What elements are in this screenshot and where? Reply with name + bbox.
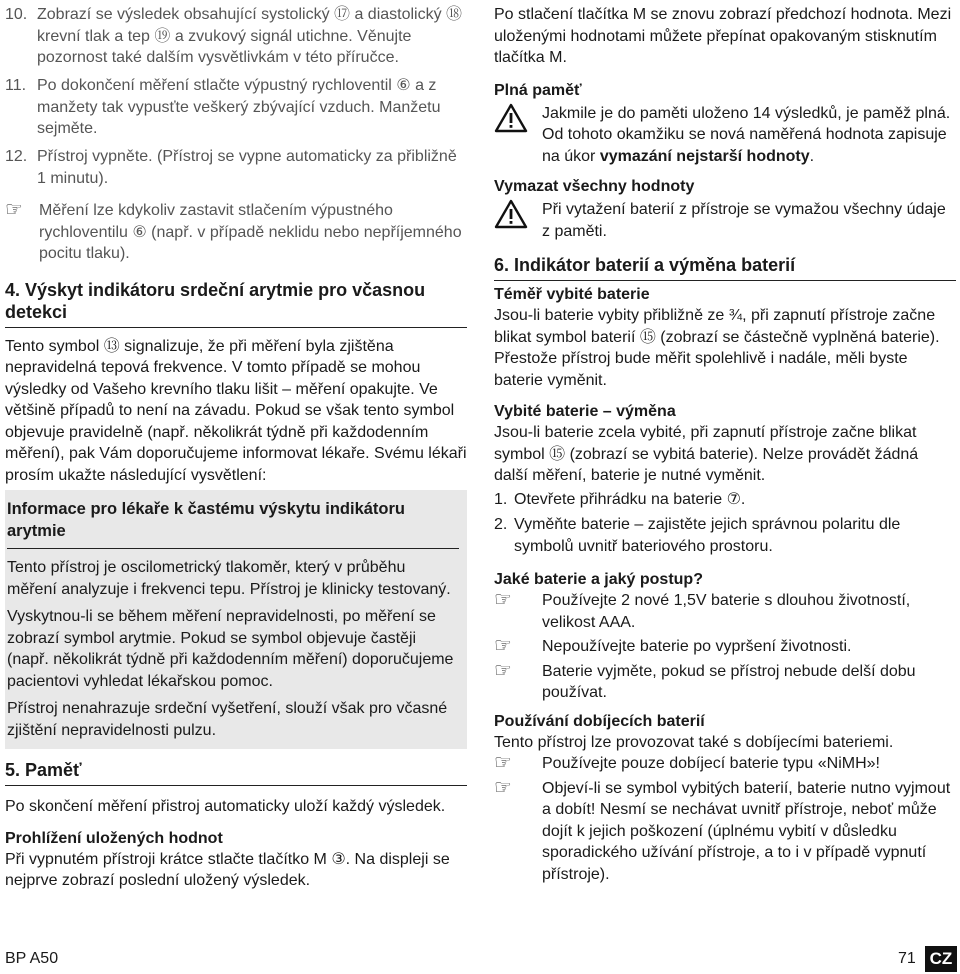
- box-paragraph-3: Přístroj nenahrazuje srdeční vyšetření, slouží však pro včasné zjištění nepravidelnosti pulzu.: [7, 700, 448, 739]
- note-text: Objeví-li se symbol vybitých baterií, baterie nutno vyjmout a dobít! Nesmí se nechávat uvnitř přístroje, neboť může dojít k jejich poškození (úplnému vybití v důsledku sporadického užívání přístroje, a to i v případě vypnutí přístroje).: [542, 779, 951, 883]
- step-number: 12.: [5, 148, 28, 165]
- pointing-hand-icon: ☞: [494, 589, 512, 611]
- note-stop-measurement: [5, 200, 467, 265]
- section-divider: [494, 280, 956, 281]
- step-text: Po dokončení měření stlačte výpustný rychloventil ⑥ a z manžety tak vypusťte veškerý zbývající vzduch. Manžetu sejměte.: [37, 77, 441, 137]
- section-divider: [5, 785, 467, 786]
- footer-page-number: 71: [898, 950, 916, 967]
- delete-all-warning: [494, 199, 956, 242]
- section-6-title: 6. Indikátor baterií a výměna baterií: [494, 255, 796, 275]
- left-column: [5, 4, 467, 892]
- empty-battery-title: Vybité baterie – výměna: [494, 403, 676, 420]
- warning-text: Při vytažení baterií z přístroje se vymažou všechny údaje z paměti.: [542, 201, 946, 240]
- battery-note-1: [494, 590, 956, 633]
- warning-icon: [494, 199, 542, 242]
- doctor-info-box: [5, 490, 467, 749]
- step-11: [5, 75, 467, 139]
- full-memory-title: Plná paměť: [494, 81, 582, 99]
- note-text: Používejte pouze dobíjecí baterie typu «NiMH»!: [542, 755, 880, 772]
- language-badge: CZ: [925, 946, 957, 972]
- right-column: [494, 4, 956, 885]
- full-memory-warning: [494, 103, 956, 168]
- warning-text-part: Jakmile je do paměti uloženo 14 výsledků, je paměž plná. Od tohoto okamžiku se nová naměřená hodnota zapisuje na úkor: [542, 104, 951, 165]
- which-batteries-title: Jaké baterie a jaký postup?: [494, 571, 703, 588]
- section-5-body: Po skončení měření přistroj automaticky uloží každý výsledek.: [5, 798, 446, 815]
- step-number: 1.: [494, 490, 508, 508]
- pointing-hand-icon: ☞: [5, 199, 23, 221]
- memory-intro: Po stlačení tlačítka M se znovu zobrazí předchozí hodnota. Mezi uloženými hodnotami můžete přepínat opakovaným stisknutím tlačítka M.: [494, 6, 952, 66]
- note-text: Používejte 2 nové 1,5V baterie s dlouhou životností, velikost AAA.: [542, 592, 911, 631]
- pointing-hand-icon: ☞: [494, 752, 512, 774]
- pointing-hand-icon: ☞: [494, 659, 512, 682]
- box-paragraph-2: Vyskytnou-li se během měření nepravidelnosti, po měření se zobrazí symbol arytmie. Pokud se symbol objevuje častěji (např. několikrát týdně při každodenním měření) doporučujeme pacientovi vyhledat lékařskou pomoc.: [7, 608, 454, 690]
- step-12: [5, 146, 467, 189]
- battery-note-2: [494, 636, 956, 658]
- section-4-title: 4. Výskyt indikátoru srdeční arytmie pro včasnou detekci: [5, 279, 426, 322]
- step-text: Přístroj vypněte. (Přístroj se vypne automaticky za přibližně 1 minutu).: [37, 148, 457, 187]
- step-10: [5, 4, 467, 68]
- low-battery-body: Jsou-li baterie vybity přibližně ze ¾, při zapnutí přístroje začne blikat symbol baterií ⑮ (zobrazí se částečně vyplněná baterie). Přestože přístroj bude měřit spolehlivě i nadále, měli byste baterie vyměnit.: [494, 307, 940, 389]
- note-text: Měření lze kdykoliv zastavit stlačením výpustného rychloventilu ⑥ (např. v případě neklidu nebo nepříjemného pocitu tlaku).: [39, 202, 462, 262]
- rechargeable-note-1: [494, 753, 956, 775]
- step-number: 2.: [494, 516, 508, 533]
- section-4-body: Tento symbol ⑬ signalizuje, že při měření byla zjištěna nepravidelná tepová frekvence. V tomto případě se mohou výsledky od Vašeho krevního tlaku lišit – měření opakujte. Ve většině případů to není na závadu. Pokud se však tento symbol objevuje pravidelně (např. několikrát týdně při každodenním měření), pak Vám doporučujeme informovat lékaře. Svému lékaři prosím ukažte následující vysvětlení:: [5, 337, 467, 484]
- section-5-title: 5. Paměť: [5, 760, 82, 780]
- step-text: Zobrazí se výsledek obsahující systolický ⑰ a diastolický ⑱ krevní tlak a tep ⑲ a zvukový signál utichne. Věnujte pozornost také dalším vysvětlivkám v této příručce.: [37, 6, 463, 66]
- step-number: 10.: [5, 6, 28, 23]
- note-text: Nepoužívejte baterie po vypršení životnosti.: [542, 638, 852, 655]
- view-stored-title: Prohlížení uložených hodnot: [5, 829, 223, 847]
- warning-text: [542, 103, 956, 168]
- box-divider: [7, 548, 459, 549]
- battery-note-3: [494, 661, 956, 704]
- rechargeable-note-2: [494, 778, 956, 886]
- low-battery-title: Téměř vybité baterie: [494, 286, 650, 303]
- step-text: Otevřete přihrádku na baterie ⑦.: [514, 490, 746, 508]
- box-paragraph-1: Tento přístroj je oscilometrický tlakoměr, který v průběhu měření analyzuje i frekvenci tepu. Přístroj je klinicky testovaný.: [7, 559, 451, 598]
- footer-model: BP A50: [5, 950, 59, 967]
- empty-battery-body: Jsou-li baterie zcela vybité, při zapnutí přístroje začne blikat symbol ⑮ (zobrazí se vybitá baterie). Nelze provádět žádná další měření, baterie je nutné vyměnit.: [494, 424, 919, 484]
- step-text: Vyměňte baterie – zajistěte jejich správnou polaritu dle symbolů uvnitř bateriového prostoru.: [514, 516, 901, 555]
- step-number: 11.: [5, 77, 27, 94]
- view-stored-body: Při vypnutém přístroji krátce stlačte tlačítko M ③. Na displeji se nejprve zobrazí poslední uložený výsledek.: [5, 850, 450, 889]
- box-title: Informace pro lékaře k častému výskytu indikátoru arytmie: [7, 500, 405, 540]
- pointing-hand-icon: ☞: [494, 776, 512, 799]
- section-divider: [5, 327, 467, 328]
- battery-step-2: [494, 514, 956, 557]
- battery-step-1: [494, 489, 956, 511]
- warning-text-end: .: [809, 147, 815, 165]
- rechargeable-title: Používání dobíjecích baterií: [494, 712, 705, 730]
- pointing-hand-icon: ☞: [494, 635, 512, 657]
- delete-all-title: Vymazat všechny hodnoty: [494, 178, 695, 195]
- note-text: Baterie vyjměte, pokud se přístroj nebude delší dobu používat.: [542, 662, 916, 701]
- warning-text-bold: vymazání nejstarší hodnoty: [599, 147, 810, 165]
- rechargeable-body: Tento přístroj lze provozovat také s dobíjecími bateriemi.: [494, 733, 894, 751]
- warning-icon: [494, 103, 542, 168]
